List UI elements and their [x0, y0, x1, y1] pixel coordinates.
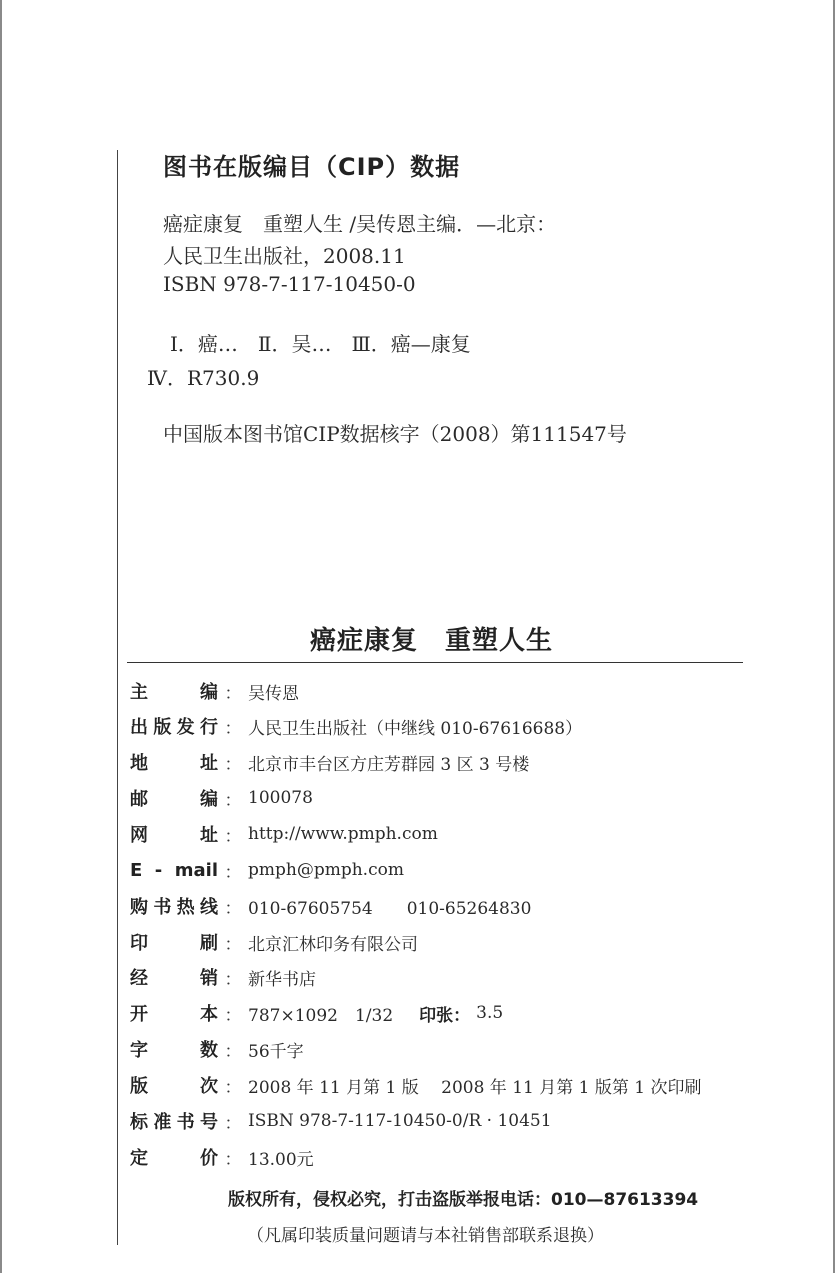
info-colon: ： [224, 1149, 242, 1170]
info-row-printer [130, 930, 418, 954]
info-label: 字数 [130, 1040, 218, 1061]
info-row-hotline [130, 894, 531, 918]
info-row-isbn [130, 1109, 552, 1133]
quality-notice: （凡属印装质量问题请与本社销售部联系退换） [247, 1226, 604, 1246]
cip-line-2: 人民卫生出版社，2008.11 [163, 244, 406, 268]
info-colon: ： [224, 826, 242, 847]
info-label: 网址 [130, 825, 218, 846]
info-colon: ： [224, 1113, 242, 1134]
info-colon: ： [224, 790, 242, 811]
info-label: 地址 [130, 753, 218, 774]
cip-verification: 中国版本图书馆CIP数据核字（2008）第111547号 [163, 422, 627, 446]
info-label: 标准书号 [130, 1112, 218, 1133]
page-edge-left [0, 0, 2, 1273]
book-title: 癌症康复 重塑人生 [310, 626, 554, 656]
info-label: 出版发行 [130, 717, 218, 738]
info-label: 印刷 [130, 933, 218, 954]
info-value: pmph@pmph.com [248, 860, 404, 880]
info-row-edition [130, 1073, 702, 1097]
info-colon: ： [224, 862, 242, 883]
info-label: 版次 [130, 1076, 218, 1097]
info-value: 新华书店 [248, 969, 316, 990]
info-row-editor [130, 679, 299, 703]
cip-classification: Ⅳ．R730.9 [147, 366, 260, 390]
info-sheets-value: 3.5 [476, 1003, 504, 1023]
info-label: 主编 [130, 682, 218, 703]
info-value: 13.00元 [248, 1149, 314, 1170]
info-value: 吴传恩 [248, 683, 299, 704]
info-value: http://www.pmph.com [248, 824, 438, 844]
info-label: 定价 [130, 1148, 218, 1169]
info-row-distributor [130, 965, 316, 989]
info-value: 010-67605754 010-65264830 [248, 898, 532, 919]
cip-line-1: 癌症康复 重塑人生 /吴传恩主编．—北京： [163, 212, 557, 236]
info-row-email [130, 858, 404, 882]
info-value: 56千字 [248, 1041, 304, 1062]
info-row-postcode [130, 786, 313, 810]
info-label: 购书热线 [130, 897, 218, 918]
cip-line-3: ISBN 978-7-117-10450-0 [163, 272, 416, 296]
copyright-statement: 版权所有，侵权必究，打击盗版举报电话：010—87613394 [228, 1190, 699, 1210]
info-colon: ： [224, 1041, 242, 1062]
margin-rule [117, 150, 118, 1245]
info-colon: ： [224, 683, 242, 704]
info-value: 100078 [248, 788, 313, 808]
info-colon: ： [224, 754, 242, 775]
info-sheets-label: 印张： [419, 1005, 471, 1026]
info-colon: ： [224, 718, 242, 739]
info-value: 人民卫生出版社（中继线 010-67616688） [248, 718, 583, 739]
info-colon: ： [224, 969, 242, 990]
cip-subjects: Ⅰ．癌… Ⅱ．吴… Ⅲ．癌—康复 [170, 332, 471, 356]
info-value: 787×1092 1/32 [248, 1005, 394, 1026]
info-value: 2008 年 11 月第 1 版 2008 年 11 月第 1 版第 1 次印刷 [248, 1077, 702, 1098]
info-row-format [130, 1001, 503, 1025]
info-label: 经销 [130, 968, 218, 989]
info-value: 北京汇林印务有限公司 [248, 934, 418, 955]
info-value: 北京市丰台区方庄芳群园 3 区 3 号楼 [248, 754, 530, 775]
title-divider [127, 662, 743, 663]
info-value: ISBN 978-7-117-10450-0/R · 10451 [248, 1111, 552, 1131]
cip-title: 图书在版编目（CIP）数据 [163, 153, 461, 181]
info-colon: ： [224, 1077, 242, 1098]
info-row-price [130, 1145, 314, 1169]
info-row-website [130, 822, 438, 846]
info-label: 邮编 [130, 789, 218, 810]
info-row-publisher [130, 714, 582, 738]
info-label: 开本 [130, 1004, 218, 1025]
info-colon: ： [224, 898, 242, 919]
info-colon: ： [224, 934, 242, 955]
info-colon: ： [224, 1005, 242, 1026]
info-row-address [130, 750, 529, 774]
info-row-wordcount [130, 1037, 304, 1061]
info-label: E - mail [130, 859, 218, 881]
